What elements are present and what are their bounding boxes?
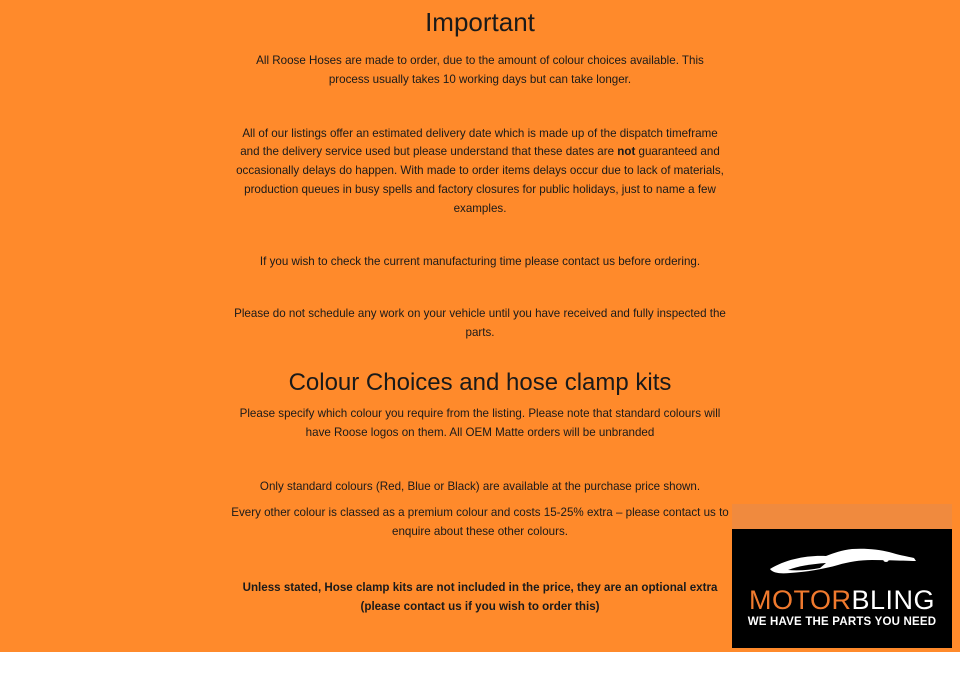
colour-choices-heading: Colour Choices and hose clamp kits: [288, 368, 672, 396]
made-to-order-text: All Roose Hoses are made to order, due to the amount of colour choices available. This process usually takes 10 working days but can take longer.: [256, 54, 704, 86]
colour-specify-text: Please specify which colour you require from the listing. Please note that standard colours will have Roose logos on them. All OEM Matte orders will be unbranded: [239, 406, 721, 439]
logo-brand-motor: MOTOR: [748, 585, 852, 615]
important-heading: Important: [425, 7, 535, 37]
info-content: [230, 0, 730, 617]
schedule-work-text: Please do not schedule any work on your vehicle until you have received and fully inspected the parts.: [234, 307, 726, 340]
delivery-date-text: [230, 125, 730, 219]
logo-brand: [732, 584, 952, 616]
standard-colours-text: Only standard colours (Red, Blue or Black) are available at the purchase price shown.: [259, 479, 701, 493]
logo-brand-bling: BLING: [851, 585, 936, 615]
delivery-date-text-part2: guaranteed and occasionally delays do happen. With made to order items delays occur due to lack of materials, production queues in busy spells and factory closures for public holidays, just to name a few examples.: [236, 145, 724, 215]
sports-car-silhouette-icon: [768, 545, 918, 579]
hose-clamp-kits-text: Unless stated, Hose clamp kits are not included in the price, they are an optional extra (please contact us if you wish to order this): [242, 580, 718, 613]
logo-tagline: WE HAVE THE PARTS YOU NEED: [747, 616, 937, 628]
premium-colour-text: Every other colour is classed as a premium colour and costs 15-25% extra – please contact us to enquire about these other colours.: [231, 506, 729, 539]
manufacturing-time-text: If you wish to check the current manufacturing time please contact us before ordering.: [259, 254, 701, 268]
motorbling-logo: [732, 529, 952, 648]
delivery-date-text-part1: All of our listings offer an estimated delivery date which is made up of the dispatch timeframe and the delivery service used but please understand that these dates are: [240, 126, 718, 159]
delivery-date-emphasis: not: [617, 145, 636, 159]
